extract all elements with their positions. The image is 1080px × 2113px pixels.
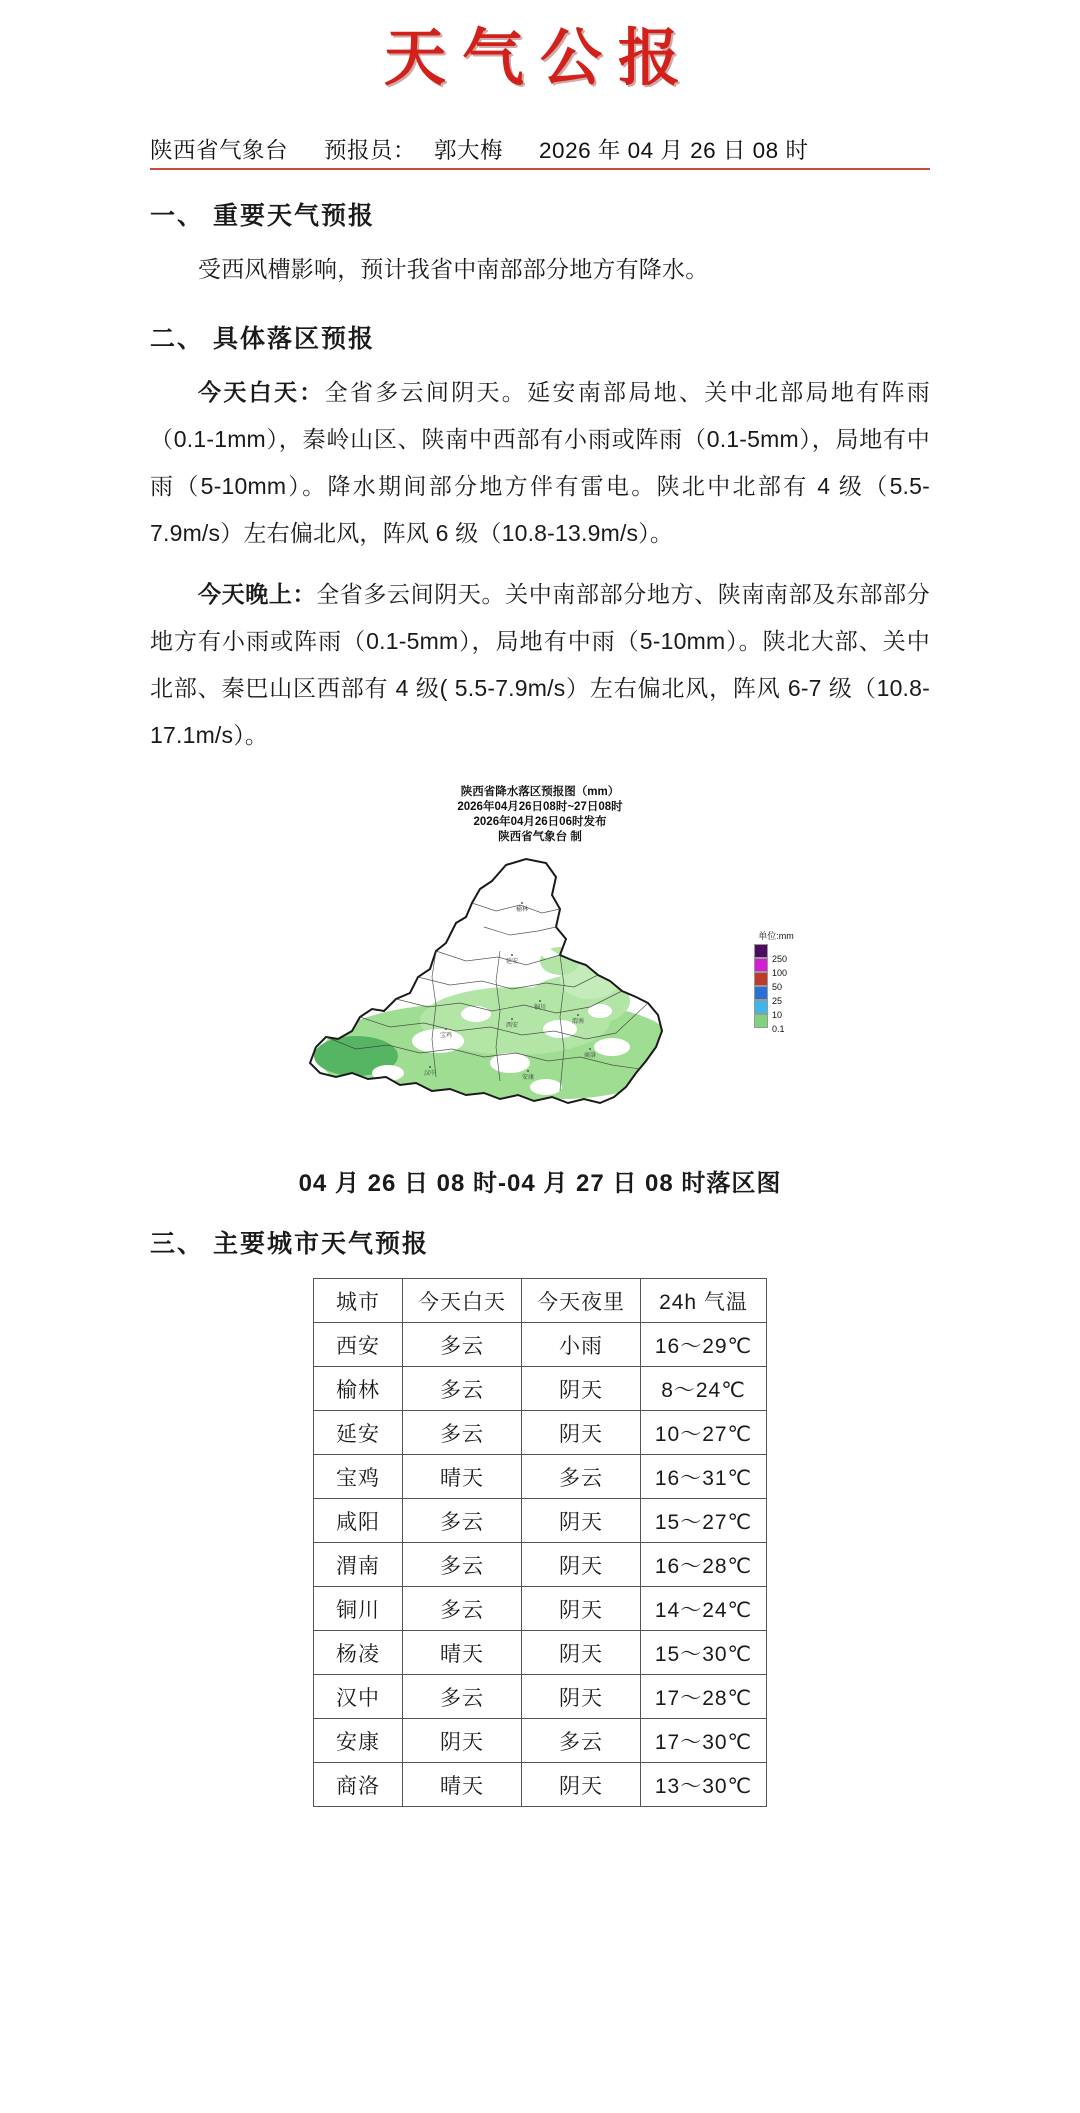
cell-day: 多云: [403, 1323, 522, 1367]
cell-city: 咸阳: [314, 1499, 403, 1543]
table-header-night: 今天夜里: [522, 1279, 641, 1323]
svg-text:铜川: 铜川: [533, 1004, 547, 1011]
svg-text:汉中: 汉中: [423, 1070, 437, 1077]
legend-swatches: [754, 944, 788, 1034]
cell-temp: 8～24℃: [641, 1367, 767, 1411]
precipitation-map-block: [260, 785, 820, 1198]
cell-night: 阴天: [522, 1763, 641, 1807]
cell-city: 商洛: [314, 1763, 403, 1807]
table-row: [314, 1763, 767, 1807]
shaanxi-province-map-svg: [260, 851, 820, 1151]
page-title: 天气公报: [383, 21, 696, 94]
daytime-label: 今天白天：: [198, 379, 325, 405]
issuing-office: 陕西省气象台: [150, 138, 289, 163]
cell-day: 多云: [403, 1587, 522, 1631]
byline-rule: [150, 133, 930, 170]
cell-day: 多云: [403, 1411, 522, 1455]
cell-day: 多云: [403, 1367, 522, 1411]
cell-night: 阴天: [522, 1587, 641, 1631]
cell-day: 阴天: [403, 1719, 522, 1763]
svg-text:延安: 延安: [505, 958, 519, 965]
legend-label: 100: [772, 968, 788, 978]
daytime-body: 全省多云间阴天。延安南部局地、关中北部局地有阵雨（0.1-1mm），秦岭山区、陕南中西部有小雨或阵雨（0.1-5mm），局地有中雨（5-10mm）。降水期间部分地方伴有雷电。陕北中北部有 4 级（5.5-7.9m/s）左右偏北风，阵风 6 级（10.8-13.9m/s）。: [150, 379, 930, 546]
table-row: [314, 1543, 767, 1587]
cell-night: 多云: [522, 1455, 641, 1499]
map-title-line-1: 陕西省降水落区预报图（mm）: [460, 786, 620, 798]
section-heading-2: 二、 具体落区预报: [150, 325, 375, 353]
svg-text:榆林: 榆林: [515, 906, 529, 913]
legend-label: 25: [772, 996, 783, 1006]
cell-day: 晴天: [403, 1763, 522, 1807]
cell-day: 多云: [403, 1499, 522, 1543]
night-forecast-paragraph: [150, 571, 930, 759]
cell-city: 延安: [314, 1411, 403, 1455]
section-heading-3: 三、 主要城市天气预报: [150, 1230, 429, 1258]
map-caption: 04 月 26 日 08 时-04 月 27 日 08 时落区图: [298, 1170, 782, 1197]
issue-datetime: 2026 年 04 月 26 日 08 时: [539, 138, 809, 163]
cell-city: 宝鸡: [314, 1455, 403, 1499]
map-legend: [750, 929, 802, 1034]
cell-city: 汉中: [314, 1675, 403, 1719]
cell-temp: 17～28℃: [641, 1675, 767, 1719]
section-1-body: 受西风槽影响，预计我省中南部部分地方有降水。: [198, 256, 709, 282]
legend-entry: [754, 944, 788, 964]
table-row: [314, 1411, 767, 1455]
table-header-day: 今天白天: [403, 1279, 522, 1323]
legend-label: 0.1: [772, 1024, 785, 1034]
cell-day: 多云: [403, 1675, 522, 1719]
table-header-temp: 24h 气温: [641, 1279, 767, 1323]
cell-night: 阴天: [522, 1543, 641, 1587]
cell-temp: 17～30℃: [641, 1719, 767, 1763]
cell-night: 阴天: [522, 1499, 641, 1543]
svg-text:渭南: 渭南: [571, 1018, 585, 1025]
cell-city: 安康: [314, 1719, 403, 1763]
cell-city: 杨凌: [314, 1631, 403, 1675]
cell-city: 榆林: [314, 1367, 403, 1411]
table-row: [314, 1499, 767, 1543]
cell-temp: 16～29℃: [641, 1323, 767, 1367]
table-row: [314, 1367, 767, 1411]
night-label: 今天晚上：: [198, 581, 317, 607]
map-figure: [260, 851, 820, 1151]
cell-night: 阴天: [522, 1631, 641, 1675]
cell-temp: 16～31℃: [641, 1455, 767, 1499]
cell-day: 多云: [403, 1543, 522, 1587]
svg-text:宝鸡: 宝鸡: [439, 1032, 453, 1039]
cell-day: 晴天: [403, 1631, 522, 1675]
map-title-line-2: 2026年04月26日08时~27日08时: [457, 801, 623, 813]
map-title-line-3: 2026年04月26日06时发布: [473, 816, 607, 828]
table-row: [314, 1719, 767, 1763]
cell-temp: 15～30℃: [641, 1631, 767, 1675]
cell-temp: 15～27℃: [641, 1499, 767, 1543]
cell-temp: 13～30℃: [641, 1763, 767, 1807]
map-title-group: [260, 785, 820, 845]
night-body: 全省多云间阴天。关中南部部分地方、陕南南部及东部部分地方有小雨或阵雨（0.1-5mm），局地有中雨（5-10mm）。陕北大部、关中北部、秦巴山区西部有 4 级( 5.5-7.9m/s）左右偏北风，阵风 6-7 级（10.8-17.1m/s）。: [150, 581, 931, 748]
cell-night: 小雨: [522, 1323, 641, 1367]
map-title-line-4: 陕西省气象台 制: [498, 831, 582, 843]
cell-temp: 10～27℃: [641, 1411, 767, 1455]
cell-temp: 14～24℃: [641, 1587, 767, 1631]
table-row: [314, 1631, 767, 1675]
legend-label: 50: [772, 982, 783, 992]
table-row: [314, 1675, 767, 1719]
forecaster-label: 预报员：: [324, 138, 417, 163]
legend-label: 10: [772, 1010, 783, 1020]
table-row: [314, 1587, 767, 1631]
svg-text:安康: 安康: [521, 1074, 535, 1081]
table-row: [314, 1455, 767, 1499]
cell-day: 晴天: [403, 1455, 522, 1499]
legend-entry: [754, 972, 783, 992]
svg-text:西安: 西安: [505, 1022, 519, 1029]
section-heading-1: 一、 重要天气预报: [150, 202, 375, 230]
forecaster-name: 郭大梅: [434, 138, 504, 163]
cell-night: 阴天: [522, 1367, 641, 1411]
daytime-forecast-paragraph: [150, 369, 930, 557]
cell-night: 阴天: [522, 1411, 641, 1455]
cell-night: 阴天: [522, 1675, 641, 1719]
city-forecast-table: [313, 1278, 767, 1807]
city-forecast-table-wrap: [0, 1278, 1080, 1837]
cell-night: 多云: [522, 1719, 641, 1763]
cell-city: 渭南: [314, 1543, 403, 1587]
svg-text:商洛: 商洛: [583, 1052, 597, 1059]
legend-label: 250: [772, 954, 788, 964]
cell-temp: 16～28℃: [641, 1543, 767, 1587]
cell-city: 西安: [314, 1323, 403, 1367]
byline: [150, 133, 930, 165]
legend-unit-label: 单位:mm: [758, 931, 794, 941]
table-header-row: [314, 1279, 767, 1323]
table-header-city: 城市: [314, 1279, 403, 1323]
cell-city: 铜川: [314, 1587, 403, 1631]
table-row: [314, 1323, 767, 1367]
